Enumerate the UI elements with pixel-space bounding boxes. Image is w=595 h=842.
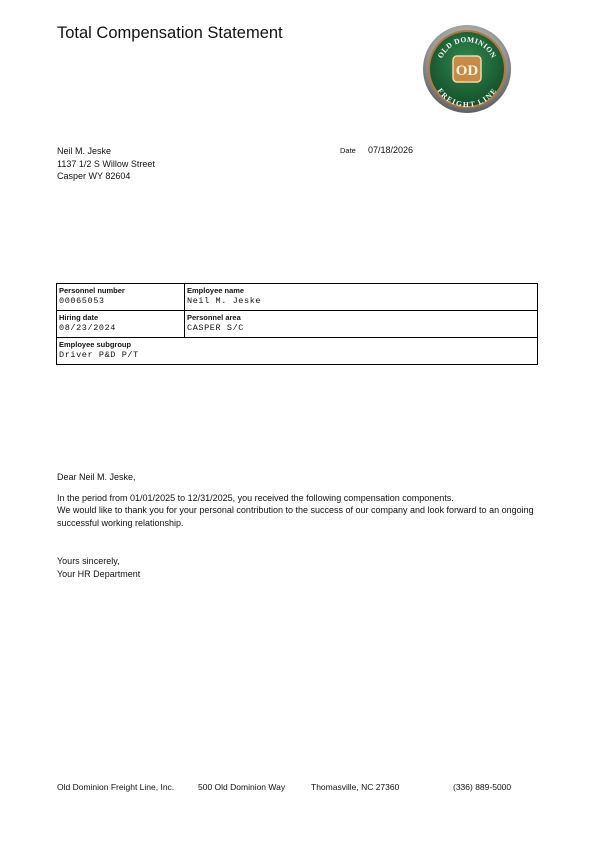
employee-info-table (56, 283, 538, 365)
logo-text-bottom: FREIGHT LINE (435, 86, 499, 110)
hiring-date-cell (57, 311, 185, 338)
logo-text-top: OLD DOMINION (435, 34, 499, 60)
date-value: 07/18/2026 (368, 145, 414, 155)
employee-name-label: Employee name (187, 286, 245, 295)
employee-name-cell (185, 284, 538, 311)
hiring-date-label: Hiring date (59, 313, 99, 322)
table-row (57, 311, 538, 338)
footer-city: Thomasville, NC 27360 (311, 782, 400, 792)
personnel-number-label: Personnel number (59, 286, 125, 295)
letter-line-2: We would like to thank you for your personal contribution to the success of our company and look forward to an ongoing successful working relationship. (57, 505, 534, 528)
logo-monogram: OD (455, 63, 479, 79)
date-label: Date (340, 146, 356, 155)
recipient-street: 1137 1/2 S Willow Street (57, 158, 155, 169)
recipient-address (57, 145, 155, 183)
footer-company: Old Dominion Freight Line, Inc. (57, 782, 175, 792)
personnel-area-cell (185, 311, 538, 338)
employee-subgroup-value: Driver P&D P/T (59, 350, 139, 360)
letter-body (57, 471, 547, 529)
table-row (57, 284, 538, 311)
table-row (57, 338, 538, 365)
recipient-city: Casper WY 82604 (57, 171, 131, 181)
letter-line-1: In the period from 01/01/2025 to 12/31/2025, you received the following compensation components. (57, 492, 454, 503)
letter-closing (57, 555, 140, 580)
signature: Your HR Department (57, 568, 141, 579)
footer-street: 500 Old Dominion Way (198, 782, 286, 792)
recipient-name: Neil M. Jeske (57, 146, 112, 156)
company-logo (420, 22, 514, 116)
footer-phone: (336) 889-5000 (453, 782, 512, 792)
company-logo-graphic (420, 22, 514, 116)
page-title: Total Compensation Statement (57, 24, 283, 42)
personnel-area-label: Personnel area (187, 313, 241, 322)
employee-subgroup-cell (57, 338, 538, 365)
personnel-area-value: CASPER S/C (187, 323, 245, 333)
salutation: Dear Neil M. Jeske, (57, 472, 136, 482)
employee-name-value: Neil M. Jeske (187, 296, 262, 306)
personnel-number-value: 00065053 (59, 296, 105, 306)
personnel-number-cell (57, 284, 185, 311)
closing-phrase: Yours sincerely, (57, 556, 120, 566)
hiring-date-value: 08/23/2024 (59, 323, 117, 333)
employee-subgroup-label: Employee subgroup (59, 340, 132, 349)
